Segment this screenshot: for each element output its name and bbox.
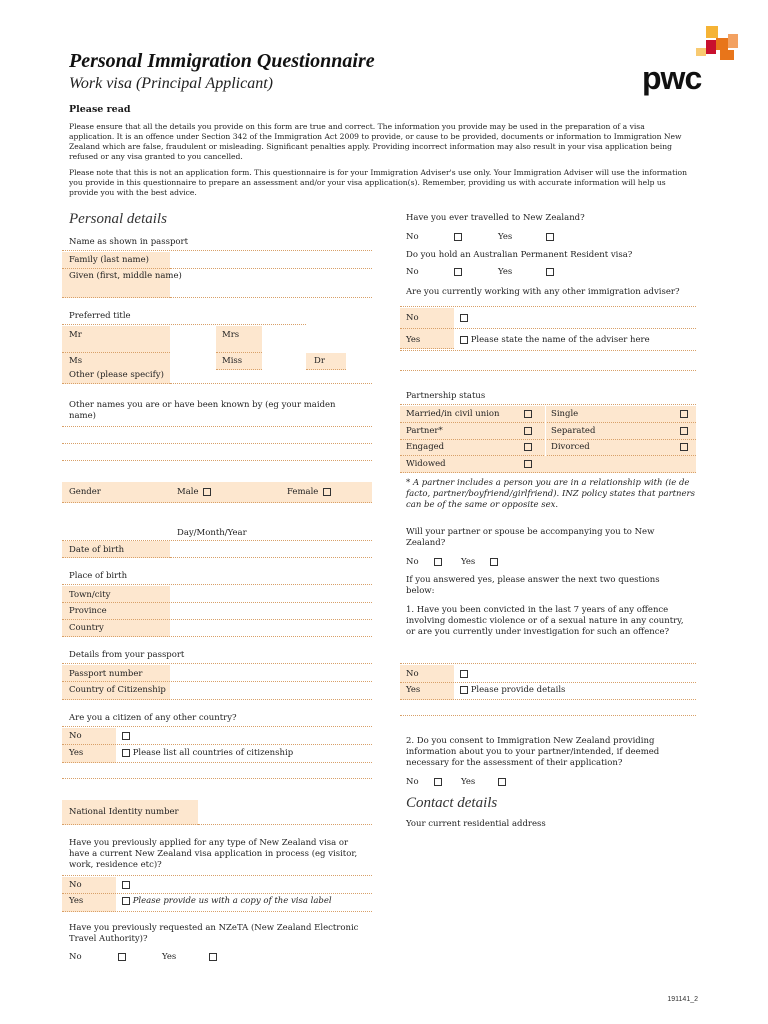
checkbox-icon[interactable] [460, 314, 468, 322]
status-married: Married/in civil union [406, 409, 500, 419]
single-checkbox[interactable] [678, 409, 688, 419]
gender-label: Gender [69, 487, 101, 497]
checkbox-icon[interactable] [498, 778, 506, 786]
country-label: Country [69, 623, 104, 633]
married-checkbox[interactable] [522, 409, 532, 419]
title-mrs[interactable]: Mrs [222, 330, 240, 340]
preferred-title-label: Preferred title [69, 311, 131, 321]
q2-yes-label: Yes [461, 777, 476, 787]
countries-field[interactable] [62, 778, 372, 779]
town-label: Town/city [69, 590, 111, 600]
place-of-birth-label: Place of birth [69, 571, 128, 581]
nzeta-question: Have you previously requested an NZeTA (New Zealand Electronic Travel Authority)? [69, 923, 359, 944]
checkbox-icon[interactable] [546, 233, 554, 241]
town-field[interactable] [62, 602, 372, 603]
citizenship-field[interactable] [62, 699, 372, 700]
question-1: 1. Have you been convicted in the last 7 years of any offence involving domestic violence or of a sexual nature in any country, or are you currently under investigation for such an offence? [406, 605, 684, 637]
family-name-field[interactable] [170, 268, 372, 269]
citizen-no-label: No [69, 731, 82, 741]
copy-visa-label: Please provide us with a copy of the visa label [132, 896, 332, 906]
name-passport-label: Name as shown in passport [69, 237, 188, 247]
prev-no-checkbox[interactable] [120, 880, 130, 890]
other-names-line-2[interactable] [62, 443, 372, 444]
widowed-checkbox[interactable] [522, 459, 532, 469]
other-citizen-question: Are you a citizen of any other country? [69, 713, 237, 723]
checkbox-icon[interactable] [680, 427, 688, 435]
adviser-yes-option[interactable] [458, 335, 650, 345]
travelled-yes-checkbox[interactable] [544, 232, 554, 242]
dmy-label: Day/Month/Year [177, 528, 247, 538]
q1-no-checkbox[interactable] [458, 669, 468, 679]
q1-details-field[interactable] [400, 715, 696, 716]
family-name-label: Family (last name) [69, 255, 149, 265]
citizen-yes-label: Yes [69, 748, 84, 758]
nzeta-yes-label: Yes [162, 952, 177, 962]
contact-details-heading: Contact details [406, 795, 498, 811]
checkbox-icon[interactable] [524, 427, 532, 435]
q1-yes-option[interactable] [458, 685, 565, 695]
nzeta-no-checkbox[interactable] [116, 952, 126, 962]
page-title: Personal Immigration Questionnaire [69, 50, 375, 72]
australian-yes-label: Yes [498, 267, 513, 277]
travelled-yes-label: Yes [498, 232, 513, 242]
prev-yes-label: Yes [69, 896, 84, 906]
given-name-label: Given (first, middle name) [69, 271, 182, 281]
please-read-heading: Please read [69, 104, 131, 115]
title-other[interactable]: Other (please specify) [69, 370, 164, 380]
checkbox-icon[interactable] [460, 686, 468, 694]
checkbox-icon[interactable] [546, 268, 554, 276]
checkbox-icon[interactable] [490, 558, 498, 566]
australian-no-label: No [406, 267, 419, 277]
status-separated: Separated [551, 426, 596, 436]
intro-paragraph-1: Please ensure that all the details you provide on this form are true and correct. The information you provide may be used in the preparation of a visa application. It is an offence under Section 342 of the Immigration Act 2009 to provide, or cause to be provided, documents or information to Immigration New Zealand which are false, fraudulent or misleading. Significant penalties apply. Providing incorrect information may also result in your visa application being refused or any visa granted to you cancelled. [69, 122, 682, 161]
adviser-yes-label: Yes [406, 335, 421, 345]
partner-note: * A partner includes a person you are in a relationship with (ie de facto, partner/boyfriend/girlfriend). INZ policy states that partners can be of the same or opposite sex. [406, 478, 695, 510]
australian-no-checkbox[interactable] [452, 267, 462, 277]
adviser-no-label: No [406, 313, 419, 323]
province-label: Province [69, 606, 107, 616]
adviser-name-label: Please state the name of the adviser here [470, 335, 650, 345]
title-miss[interactable]: Miss [222, 356, 243, 366]
male-label: Male [177, 487, 199, 497]
travelled-no-checkbox[interactable] [452, 232, 462, 242]
separated-checkbox[interactable] [678, 426, 688, 436]
provide-details-label: Please provide details [470, 685, 566, 695]
partnership-label: Partnership status [406, 391, 486, 401]
q1-no-label: No [406, 669, 419, 679]
female-label: Female [287, 487, 319, 497]
q2-no-label: No [406, 777, 419, 787]
personal-details-heading: Personal details [69, 211, 167, 227]
document-code: 191141_2 [667, 996, 698, 1003]
if-yes-instruction: If you answered yes, please answer the next two questions below: [406, 575, 660, 596]
question-2: 2. Do you consent to Immigration New Zealand providing information about you to your partner/intended, if deemed necessary for the assessment of their application? [406, 736, 660, 768]
gender-male-option[interactable] [177, 487, 211, 497]
status-single: Single [551, 409, 579, 419]
checkbox-icon[interactable] [434, 558, 442, 566]
travelled-question: Have you ever travelled to New Zealand? [406, 213, 585, 223]
residential-address-label: Your current residential address [406, 819, 546, 829]
female-checkbox[interactable] [323, 488, 331, 496]
checkbox-icon[interactable] [209, 953, 217, 961]
divorced-checkbox[interactable] [678, 442, 688, 452]
passport-details-label: Details from your passport [69, 650, 185, 660]
status-engaged: Engaged [406, 442, 445, 452]
checkbox-icon[interactable] [460, 336, 468, 344]
checkbox-icon[interactable] [454, 233, 462, 241]
checkbox-icon[interactable] [122, 749, 130, 757]
adviser-no-checkbox[interactable] [458, 313, 468, 323]
gender-female-option[interactable] [287, 487, 331, 497]
dob-label: Date of birth [69, 545, 125, 555]
engaged-checkbox[interactable] [522, 442, 532, 452]
accompany-yes-checkbox[interactable] [488, 557, 498, 567]
title-dr[interactable]: Dr [314, 356, 325, 366]
passport-number-label: Passport number [69, 669, 143, 679]
accompany-no-label: No [406, 557, 419, 567]
intro-paragraph-2: Please note that this is not an application form. This questionnaire is for your Immigration Adviser's use only. Your Immigration Adviser will use the information you provide in this questionnaire to prepare an assessment and/or your visa application(s). Remember, providing us with accurate information will help us provide you with the best advice. [69, 168, 688, 197]
pwc-logo [640, 20, 740, 100]
other-names-line-1[interactable] [62, 426, 372, 427]
national-id-field[interactable] [198, 824, 372, 825]
checkbox-icon[interactable] [122, 732, 130, 740]
checkbox-icon[interactable] [680, 410, 688, 418]
passport-number-field[interactable] [62, 681, 372, 682]
accompany-question: Will your partner or spouse be accompanying you to New Zealand? [406, 527, 655, 548]
checkbox-icon[interactable] [524, 443, 532, 451]
prev-applied-question: Have you previously applied for any type of New Zealand visa or have a current New Zealand visa application in process (eg visitor, work, residence etc)? [69, 838, 358, 870]
given-name-field[interactable] [170, 297, 372, 298]
nzeta-yes-checkbox[interactable] [207, 952, 217, 962]
accompany-yes-label: Yes [461, 557, 476, 567]
status-partner: Partner* [406, 426, 443, 436]
checkbox-icon[interactable] [680, 443, 688, 451]
country-field[interactable] [62, 636, 372, 637]
prev-no-label: No [69, 880, 82, 890]
checkbox-icon[interactable] [524, 460, 532, 468]
accompany-no-checkbox[interactable] [432, 557, 442, 567]
citizen-yes-option[interactable] [120, 748, 293, 758]
q1-yes-label: Yes [406, 685, 421, 695]
citizenship-label: Country of Citizenship [69, 685, 166, 695]
adviser-question: Are you currently working with any other immigration adviser? [406, 287, 680, 297]
adviser-name-field[interactable] [400, 370, 696, 371]
status-divorced: Divorced [551, 442, 590, 452]
citizen-no-checkbox[interactable] [120, 731, 130, 741]
logo-text: pwc [642, 60, 702, 96]
title-ms[interactable]: Ms [69, 356, 83, 366]
australian-yes-checkbox[interactable] [544, 267, 554, 277]
status-widowed: Widowed [406, 459, 446, 469]
q2-no-checkbox[interactable] [432, 777, 442, 787]
q2-yes-checkbox[interactable] [496, 777, 506, 787]
other-names-label: Other names you are or have been known by (eg your maiden name) [69, 400, 336, 421]
travelled-no-label: No [406, 232, 419, 242]
partner-checkbox[interactable] [522, 426, 532, 436]
title-mr[interactable]: Mr [69, 330, 82, 340]
checkbox-icon[interactable] [460, 670, 468, 678]
prev-yes-option[interactable] [120, 896, 332, 906]
nzeta-no-label: No [69, 952, 82, 962]
checkbox-icon[interactable] [524, 410, 532, 418]
australian-question: Do you hold an Australian Permanent Resident visa? [406, 250, 633, 260]
checkbox-icon[interactable] [122, 897, 130, 905]
checkbox-icon[interactable] [434, 778, 442, 786]
dob-field[interactable] [170, 557, 372, 558]
checkbox-icon[interactable] [122, 881, 130, 889]
other-names-line-3[interactable] [62, 460, 372, 461]
male-checkbox[interactable] [203, 488, 211, 496]
page-subtitle: Work visa (Principal Applicant) [69, 75, 273, 92]
checkbox-icon[interactable] [454, 268, 462, 276]
national-id-label: National Identity number [69, 807, 179, 817]
checkbox-icon[interactable] [118, 953, 126, 961]
list-countries-label: Please list all countries of citizenship [132, 748, 294, 758]
province-field[interactable] [62, 619, 372, 620]
